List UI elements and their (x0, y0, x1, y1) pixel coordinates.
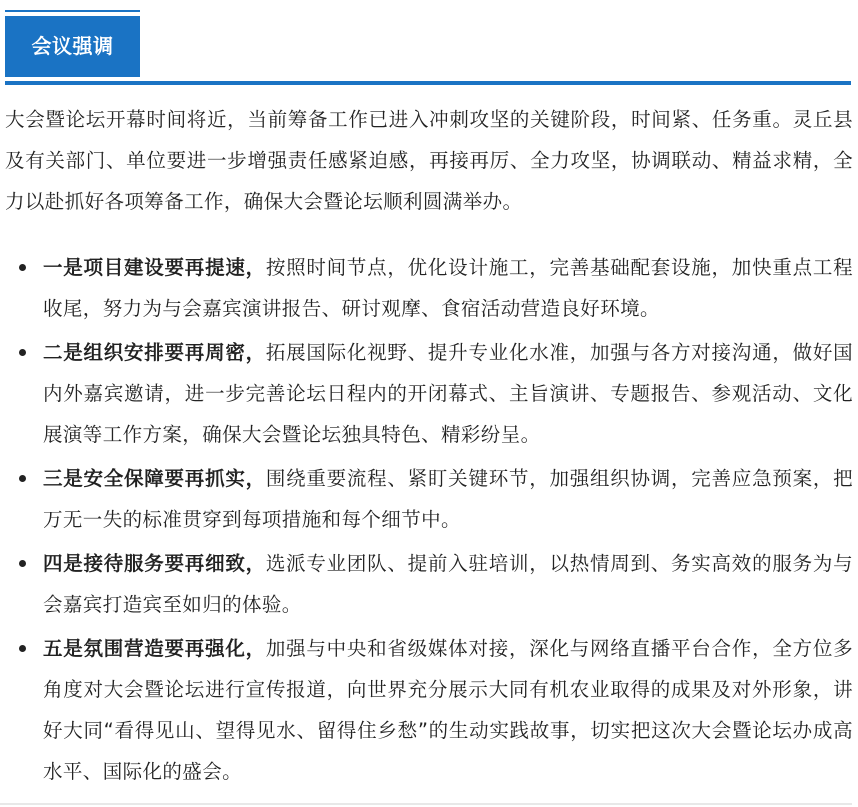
bullet-icon (19, 645, 26, 652)
bullet-icon (19, 264, 26, 271)
point-heading: 一是项目建设要再提速， (43, 256, 266, 279)
list-item (0, 628, 853, 792)
key-points-list (0, 247, 853, 795)
intro-paragraph: 大会暨论坛开幕时间将近，当前筹备工作已进入冲刺攻坚的关键阶段，时间紧、任务重。灵丘县及有关部门、单位要进一步增强责任感紧迫感，再接再厉、全力攻坚，协调联动、精益求精，全力以赴抓好各项筹备工作，确保大会暨论坛顺利圆满举办。 (5, 108, 853, 213)
bullet-icon (19, 475, 26, 482)
section-header (0, 0, 852, 86)
point-heading: 五是氛围营造要再强化， (43, 637, 266, 660)
list-item (0, 247, 853, 329)
point-body: 拓展国际化视野、提升专业化水准，加强与各方对接沟通，做好国内外嘉宾邀请，进一步完善论坛日程内的开闭幕式、主旨演讲、专题报告、参观活动、文化展演等工作方案，确保大会暨论坛独具特色、精彩纷呈。 (43, 341, 853, 446)
point-body: 加强与中央和省级媒体对接，深化与网络直播平台合作，全方位多角度对大会暨论坛进行宣传报道，向世界充分展示大同有机农业取得的成果及对外形象，讲好大同“看得见山、望得见水、留得住乡愁”的生动实践故事，切实把这次大会暨论坛办成高水平、国际化的盛会。 (43, 637, 853, 783)
header-top-rule (5, 10, 140, 12)
point-heading: 三是安全保障要再抓实， (43, 467, 266, 490)
bullet-icon (19, 560, 26, 567)
point-heading: 二是组织安排要再周密， (43, 341, 266, 364)
point-body: 选派专业团队、提前入驻培训，以热情周到、务实高效的服务为与会嘉宾打造宾至如归的体验。 (43, 552, 853, 616)
list-item (0, 332, 853, 455)
point-body: 围绕重要流程、紧盯关键环节，加强组织协调，完善应急预案，把万无一失的标准贯穿到每项措施和每个细节中。 (43, 467, 853, 531)
point-body: 按照时间节点，优化设计施工，完善基础配套设施，加快重点工程收尾，努力为与会嘉宾演讲报告、研讨观摩、食宿活动营造良好环境。 (43, 256, 853, 320)
header-divider (5, 81, 851, 85)
bullet-icon (19, 349, 26, 356)
section-title: 会议强调 (5, 16, 140, 77)
point-heading: 四是接待服务要再细致， (43, 552, 266, 575)
footer-divider (0, 803, 852, 805)
list-item (0, 543, 853, 625)
list-item (0, 458, 853, 540)
